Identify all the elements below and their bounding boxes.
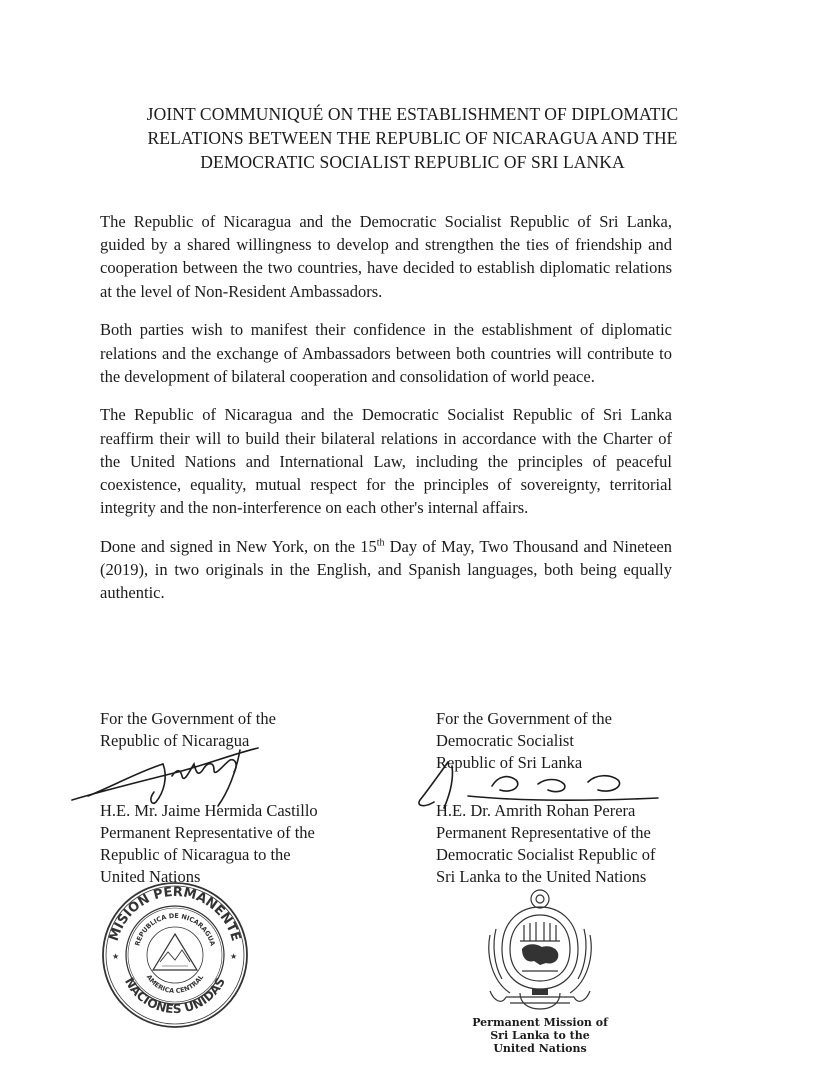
- paragraph-2: Both parties wish to manifest their confidence in the establishment of diplomatic relations and the exchange of Ambassadors between both countries will contribute to the development of bilateral cooperation and consolidation of world peace.: [100, 320, 672, 386]
- document-body: [100, 210, 672, 620]
- paragraph-4-end: Day of May, Two Thousand and Nineteen (2019), in two originals in the English, and Spanish languages, both being equally authentic.: [100, 536, 672, 603]
- right-title-line-1: Permanent Representative of the: [436, 823, 651, 842]
- mission-label-line-1: Permanent Mission of: [472, 1016, 608, 1029]
- sri-lanka-mission-label: [470, 1016, 610, 1055]
- left-handwritten-signature: [68, 742, 268, 812]
- left-title-line-1: Permanent Representative of the: [100, 823, 315, 842]
- ordinal-suffix: th: [376, 537, 385, 549]
- svg-text:★: ★: [230, 952, 238, 961]
- sri-lanka-emblem: [480, 885, 600, 1013]
- paragraph-4: [100, 535, 672, 605]
- seal-left-inner-bottom: AMERICA CENTRAL: [144, 973, 206, 996]
- title-line-2: RELATIONS BETWEEN THE REPUBLIC OF NICARAGUA AND THE: [147, 128, 678, 148]
- document-title: [90, 102, 735, 174]
- mission-label-line-2: Sri Lanka to the: [490, 1029, 590, 1042]
- paragraph-3: The Republic of Nicaragua and the Democratic Socialist Republic of Sri Lanka reaffirm their will to build their bilateral relations in accordance with the Charter of the United Nations and International Law, including the principles of peaceful coexistence, equality, mutual respect for the principles of sovereignty, territorial integrity and the non-interference on each other's internal affairs.: [100, 405, 672, 518]
- right-for-line-3: Republic of Sri Lanka: [436, 753, 583, 772]
- svg-text:★: ★: [112, 952, 120, 961]
- seal-left-outer-top: MISION PERMANENTE: [106, 884, 244, 944]
- left-for-line-2: Republic of Nicaragua: [100, 731, 250, 750]
- left-signatory-name: H.E. Mr. Jaime Hermida Castillo: [100, 801, 318, 820]
- right-title-line-3: Sri Lanka to the United Nations: [436, 867, 647, 886]
- right-for-line-2: Democratic Socialist: [436, 731, 574, 750]
- title-line-1: JOINT COMMUNIQUÉ ON THE ESTABLISHMENT OF DIPLOMATIC: [146, 104, 679, 124]
- right-handwritten-signature: [408, 756, 668, 816]
- nicaragua-mission-seal: [100, 880, 250, 1030]
- seal-left-inner-top: REPUBLICA DE NICARAGUA: [133, 911, 217, 947]
- paragraph-4-start: Done and signed in New York, on the 15: [100, 536, 377, 556]
- seal-left-outer-bottom: NACIONES UNIDAS: [122, 975, 228, 1017]
- left-title-line-2: Republic of Nicaragua to the: [100, 845, 291, 864]
- left-title-line-3: United Nations: [100, 867, 201, 886]
- paragraph-1: The Republic of Nicaragua and the Democratic Socialist Republic of Sri Lanka, guided by a shared willingness to develop and strengthen the ties of friendship and cooperation between the two countries, have decided to establish diplomatic relations at the level of Non-Resident Ambassadors.: [100, 212, 672, 301]
- right-title-line-2: Democratic Socialist Republic of: [436, 845, 656, 864]
- right-for-line-1: For the Government of the: [436, 709, 612, 728]
- mission-label-line-3: United Nations: [493, 1042, 587, 1055]
- title-line-3: DEMOCRATIC SOCIALIST REPUBLIC OF SRI LANKA: [200, 152, 625, 172]
- right-signatory-name: H.E. Dr. Amrith Rohan Perera: [436, 801, 636, 820]
- left-for-line-1: For the Government of the: [100, 709, 276, 728]
